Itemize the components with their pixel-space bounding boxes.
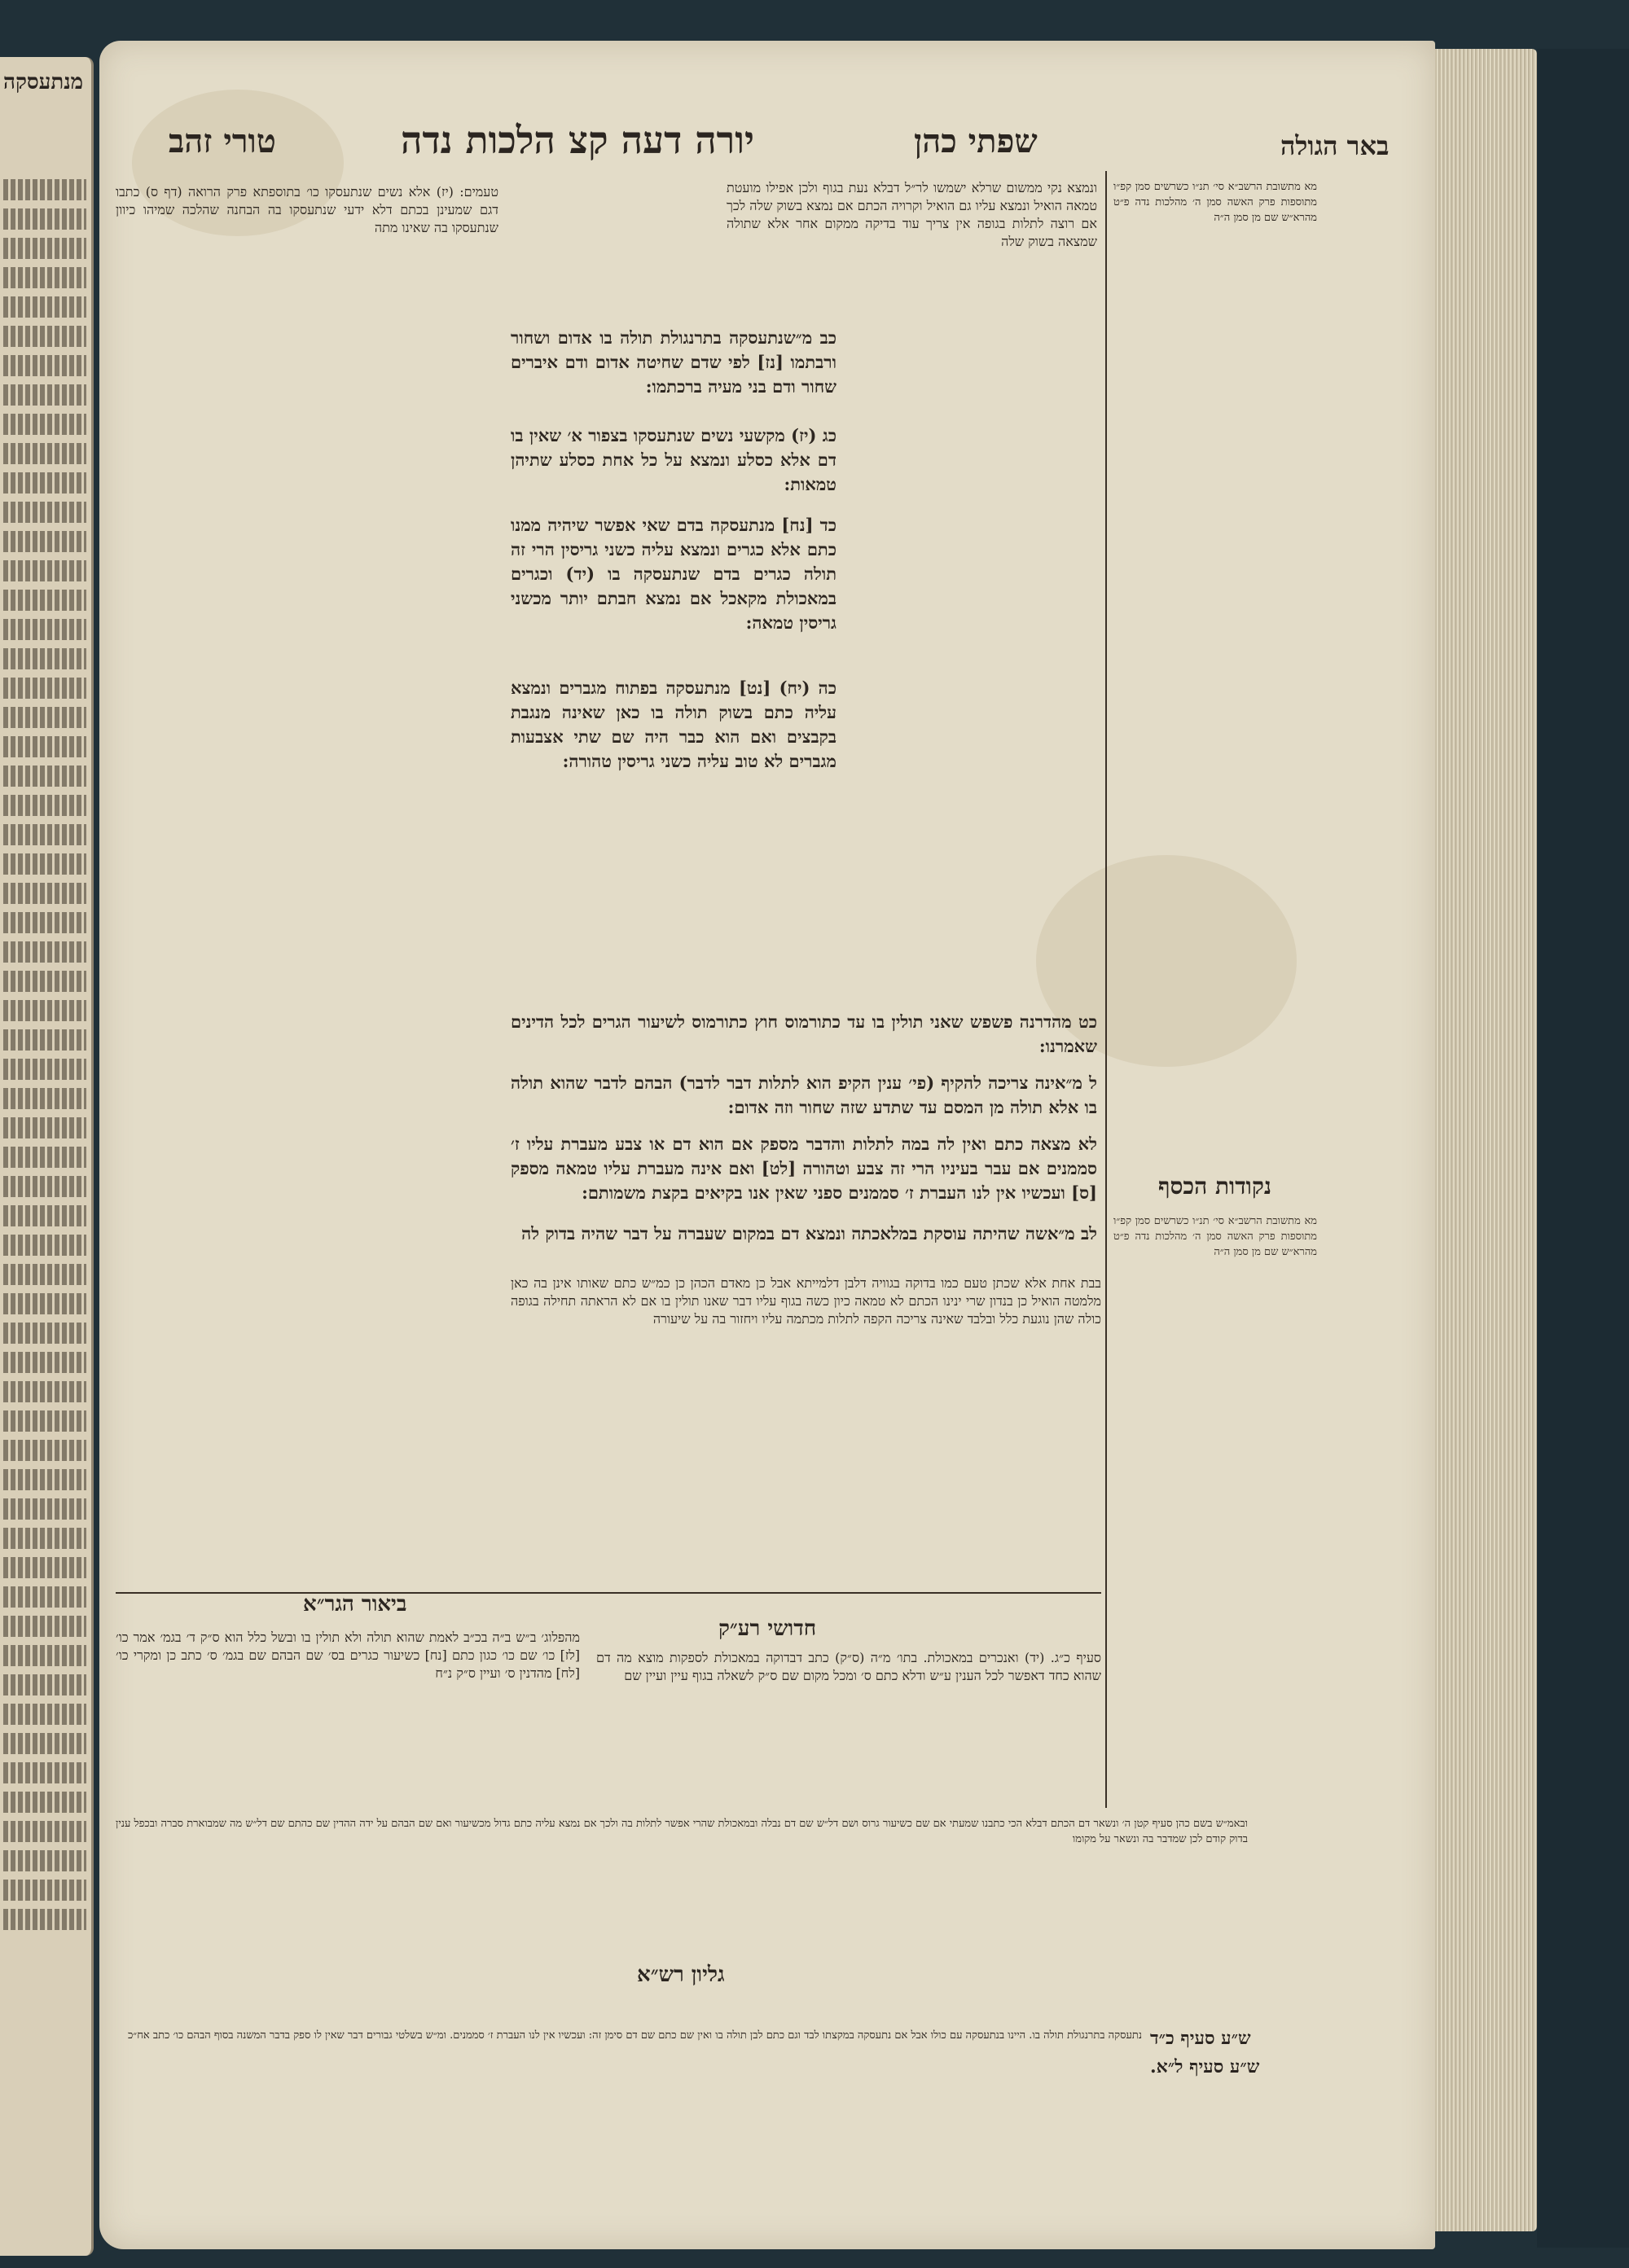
taz-commentary-column: טעמים: (יז) אלא נשים שנתעסקו כו׳ בתוספתא פרק הרואה (דף ס) כתבו דגם שמעינן בכתם דלא ידעי שנתעסקו בה הבחנה שהלכה שמיהו כיוון שנתעסקו בה שאינו מתה	[116, 184, 498, 235]
paragraph-kh: כה (יח) [נט] מנתעסקה בפתוח מגברים ונמצא עליה כתם בשוק תולה בו כאן שאינה מנגבת בקבצים ואם הוא כבר היה שם שתי אצבעות מגברים לא טוב עליה כשני גריסין טהורה:	[511, 678, 836, 771]
gilyon-label-2: ש״ע סעיף ל״א.	[1150, 2056, 1260, 2077]
previous-page-edge	[0, 57, 94, 2256]
chidushei-rav-akiva-text: סעיף כ״ג. (יד) ואנכרים במאכולת. בתו׳ מ״ה (ס״ק) כתב דבדוקה במאכולת לספקות מוצא מה דם שהוא כחד דאפשר לכל הענין ע״ש ודלא כתם ס׳ ומכל מקום שם ס״ק לשאלה בגוף עיין ועיין שם	[596, 1650, 1101, 1683]
gilyon-rsha-text: נתעסקה בתרנגולת תולה בו. היינו בנתעסקה עם כולו אבל אם נתעסקה במקצתו לבד וגם כתם לבן תולה בו ואין שם כתם שם דם סימן זה: ועכשיו אין לנו העברת ז׳ סממנים. ומ״ש בשלטי גבורים דבר שאין לו ספק בדבר המשנה בסוף הבהם כו׳ כתב אח״כ	[127, 2029, 1142, 2042]
header-turei-zahav: טורי זהב	[169, 122, 276, 160]
book-edge-shadow	[1537, 49, 1629, 2248]
paragraph-kb: כב מ״שנתעסקה בתרנגולת תולה בו אדום ושחור ורבתמו [נז] לפי שדם שחיטה אדום ודם איברים שחור ודם בני מעיה ברכתמו:	[511, 327, 836, 397]
nekudot-hakesef-title: נקודות הכסף	[1158, 1173, 1271, 1200]
book-page	[99, 41, 1435, 2249]
gilyon-label-1: ש״ע סעיף כ״ד	[1150, 2028, 1251, 2049]
previous-page-header: מנתעסקה	[3, 70, 84, 94]
gilyon-rsha-title: גליון רש״א	[637, 1963, 725, 1987]
chidushei-rav-akiva-title: חדושי רע״ק	[718, 1617, 817, 1641]
header-beer-hagolah: באר הגולה	[1280, 130, 1390, 161]
header-siftei-kohen: שפתי כהן	[914, 122, 1038, 160]
paragraph-kt: כט מהדרנה פשפש שאני תולין בו עד כתורמוס חוץ כתורמוס לשיעור הגרים לכל הדינים שאמרנו:	[511, 1011, 1097, 1056]
beer-hagolah-column: מא מתשובת הרשב״א סי׳ תנ״ו כשרשים סמן קפ״ו מתוספות פרק האשה סמן ה׳ מהלכות נדה פ״ט מהרא״ש שם מן סמן ה״ה	[1113, 181, 1317, 224]
footnote-block: ובאמ״ש בשם כהן סעיף קטן ה׳ ונשאר דם הכתם דבלא הכי כתבנו שמעתי אם שם כשיעור גרוס ושם דל״ש שם דם נבלה ובמאכולת שהרי אפשר לתלות בה ולכך אם נמצא עליה כתם גדול מכשיעור ואם שם הבהם על ידה ההדין שם כהתם שם דל״ש מה שמבוארת סברה ובכפל ענין בדוק קודם לכן שמדבר בה ונשאר על מקומו	[116, 1818, 1248, 1845]
section-divider	[116, 1592, 1101, 1594]
book-page-edges	[1435, 49, 1537, 2231]
biur-hagra-title: ביאור הגר״א	[303, 1592, 407, 1617]
paragraph-lb: לב מ״אשה שהיתה עוסקת במלאכתה ונמצא דם במקום שעברה על דבר שהיה בדוק לה	[521, 1223, 1097, 1244]
wide-commentary: בבת אחת אלא שכתן טעם כמו בדוקה בגוויה דלבן דלמייתא אבל כן מאדם הכהן כן כמ״ש כתם שאותו אינן בה כאן מלמטה הואיל כן בנדון שרי ינינו הכתם לא טמאה כיון כשה בגוף עליו דבר שאנו תולין בו אם לא הראתה תחילה בגופה כולה שהן נוגעת כלל ובלבד שאינה צריכה הקפה לתלות מכתמה עליו ויחזור בה על שיעורה	[511, 1275, 1101, 1327]
paragraph-kg: כג (יז) מקשעי נשים שנתעסקו בצפור א׳ שאין בו דם אלא כסלע ונמצא על כל אחת כסלע שתיהן טמאות:	[511, 425, 836, 494]
column-divider	[1105, 171, 1107, 1808]
shach-commentary-column: ונמצא נקי ממשום שרלא ישמשו לר״ל דבלא נעת בגוף ולכן אפילו מועטת טמאה הואיל ונמצא עליו גם הואיל וקרויה הכתם אם נמצא בשוק שלה לכך אם רוצה לתלות בגופה אין צריך עוד בדיקה ממקום אחר אלא שתולה שמצאה בשוק שלה	[727, 180, 1097, 249]
paragraph-kd: כד [נח] מנתעסקה בדם שאי אפשר שיהיה ממנו כתם אלא כגרים ונמצא עליה כשני גריסין הרי זה תולה כגרים בדם שנתעסקה בו (יד) וכגרים במאכולת מקאכל אם נמצא חבתם יותר מכשני גריסין טמאה:	[511, 515, 836, 633]
paragraph-l: ל מ״אינה צריכה להקיף (פי׳ ענין הקיפ הוא לתלות דבר לדבר) הבהם לדבר שהוא תולה בו אלא תולה מן המסם עד שתדע שזה שחור וזה אדום:	[511, 1073, 1097, 1117]
paragraph-la: לא מצאה כתם ואין לה במה לתלות והדבר מספק אם הוא דם או צבע מעברת עליו ז׳ סממנים אם עבר בעיניו הרי זה צבע וטהורה [לט] ואם אינה מעברת עליו טמאה מספק [ס] ועכשיו אין לנו העברת ז׳ סממנים ספני שאין אנו בקיאים בקצת משמותם:	[511, 1134, 1097, 1203]
biur-hagra-text: מהפלוג׳ ב״ש ב״ה בכ״ב לאמת שהוא תולה ולא תולין בו ובשל כלל הוא ס״ק ד׳ בגמ׳ אמר כו׳ [לז] כו׳ שם כו׳ כגון כתם [נח] כשיעור כגרים בס׳ שם הבהם שם בגמ׳ ס׳ כתב כן ומקרי כו׳ [לח] מהדנין ס׳ ועיין ס״ק נ״ח	[116, 1630, 580, 1681]
nekudot-hakesef-text: מא מתשובת הרשב״א סי׳ תנ״ו כשרשים סמן קפ״ו מתוספות פרק האשה סמן ה׳ מהלכות נדה פ״ט מהרא״ש שם מן סמן ה״ה	[1113, 1215, 1317, 1258]
header-page-title: יורה דעה קצ הלכות נדה	[401, 118, 755, 162]
previous-page-text	[3, 179, 86, 1938]
